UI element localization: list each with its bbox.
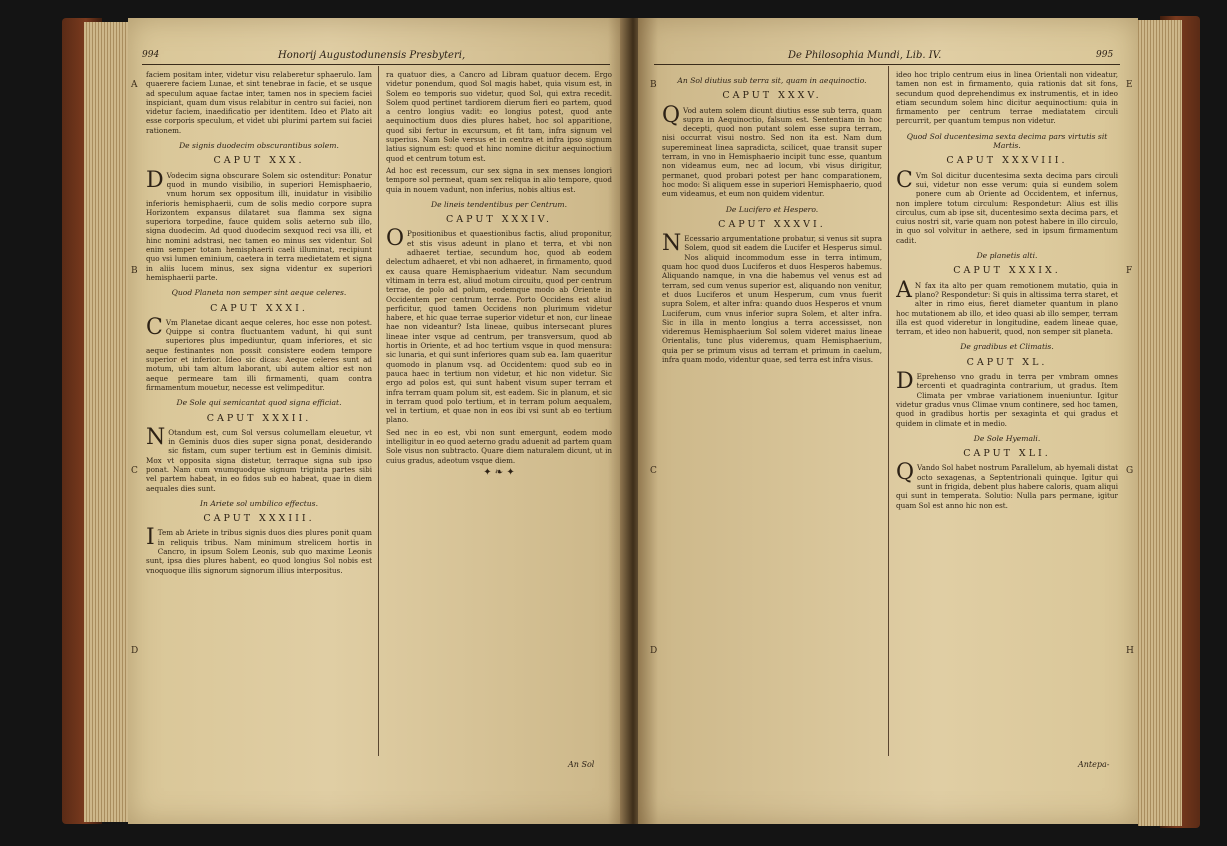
body-paragraph xyxy=(896,277,1118,337)
chapter-rubric: Quod Planeta non semper sint aeque celeres. xyxy=(171,288,347,298)
body-paragraph xyxy=(146,525,372,575)
paragraph-text: Vod autem solem dicunt diutius esse sub terra, quam supra in Aequinoctio, falsum est. Sententiam in hoc decepti, quod non putant solem esse supra terram, nisi occurrat visui nostro. Sed non ita est. Nam dum superemineat linea sapradicta, scilicet, quae transit super terram, in vno in Hemisphaerio incipit tunc esse, quantum non videamus eum, nec ad locum, vbi visus dirigitur, permanet, quod probari potest per hanc comparationem, hoc modo: Si aliquem esse in superiori Hemisphaerio, quod eum videamus, et eum non quidem videntur. xyxy=(662,105,882,199)
left-margin-letter-c: C xyxy=(131,466,138,476)
drop-capital: C xyxy=(896,167,913,193)
body-paragraph xyxy=(146,314,372,392)
chapter-heading: CAPUT XXXII. xyxy=(206,412,312,424)
drop-capital: D xyxy=(146,167,164,193)
chapter-rubric: Quod Sol ducentesima sexta decima pars virtutis sit Martis. xyxy=(906,131,1108,151)
body-paragraph: ra quatuor dies, a Cancro ad Libram quatuor decem. Ergo videtur ponendum, quod Sol magis habet, quia visum est, in Solem eo temporis suo videtur, quod Sol, qui extra recedit. Solem quod pertinet tardiorem dierum fieri eo partem, quod a centro longius vadit: eo longius potest, quod ante aequinoctium duos dies plures habet, hoc sol apparitione, quod sibi fertur in excursum, et fit tam, infra signum vel superius. Nam Sole versus et in centra et infra ipso signum latius signum est: quod et hinc nomine dicitur aequinoctium quod et centrum totum est. xyxy=(386,70,612,163)
right-margin-letter-e: E xyxy=(1126,80,1133,90)
right-margin-letter-b: B xyxy=(650,80,657,90)
body-paragraph xyxy=(386,226,612,425)
open-book xyxy=(72,10,1182,836)
paragraph-text: Tem ab Ariete in tribus signis duos dies plures ponit quam in reliquis tribus. Nam minimum strelicem hortis in Cancro, in ipsum Solem Leonis, sub quo maxime Leonis sunt, ipsa dies plures habent, eo quod longius Sol nobis est vnoquoque illis signorum signorum illius interpositus. xyxy=(146,528,372,575)
right-header-rule xyxy=(654,64,1120,65)
body-paragraph xyxy=(896,369,1118,428)
body-paragraph: ideo hoc triplo centrum eius in linea Orientali non videatur, tamen non est in firmamento, quia rationis dat sit fons, secundum quod deprehendimus ex instrumentis, et in ideo etiam secundum solem hinc dicitur aequinoctium: quia in firmamento per centrum terrae mediatatem circuli percurrit, per quantum tempus non videtur. xyxy=(896,70,1118,126)
body-paragraph xyxy=(896,167,1118,245)
chapter-rubric: De signis duodecim obscurantibus solem. xyxy=(179,141,339,151)
right-column-1 xyxy=(662,70,882,760)
chapter-rubric: De Sole qui semicantat quod signa efficiat. xyxy=(176,398,342,408)
left-column-rule xyxy=(378,66,379,756)
chapter-heading: CAPUT XXXIV. xyxy=(446,214,552,226)
body-paragraph xyxy=(896,460,1118,510)
chapter-heading: CAPUT XXXI. xyxy=(210,302,308,314)
right-page-number: 995 xyxy=(1096,50,1114,60)
paragraph-text: Otandum est, cum Sol versus columellam eleuetur, vt in Geminis duos dies super signa ponat, desiderando sic fistam, cum super tertium est in Geminis dimisit. Mox vt opposita signa distetur, terraque signa sub ipso ponat. Nam cum vnumquodque signum triginta partes sibi vel partem habeat, in eo fidos sub eo habeat, quae in diem aequales dies sunt. xyxy=(146,427,372,493)
left-column-2 xyxy=(386,70,612,760)
chapter-heading: CAPUT XL. xyxy=(966,356,1048,368)
body-paragraph xyxy=(662,102,882,199)
page-edges-right xyxy=(1138,20,1182,826)
paragraph-text: Vm Planetae dicant aeque celeres, hoc esse non potest. Quippe si contra fluctuantem vadunt, hi qui sunt superiores plus impediuntur, quam inferiores, et sic aeque festinantes non possit consistere eodem tempore superior et inferior. Ideo sic dicas: Aeque celeres sunt ad motum, ubi tam altum laborant, ubi autem altior est non aeque permeare tam illi firmamenti, quam contra firmamentum mouetur, necesse est velimpeditur. xyxy=(146,317,372,392)
chapter-heading: CAPUT XXXV. xyxy=(722,90,822,102)
chapter-rubric: De planetis alti. xyxy=(976,251,1038,261)
right-running-head: De Philosophia Mundi, Lib. IV. xyxy=(788,50,942,61)
drop-capital: Q xyxy=(896,460,915,486)
left-running-head: Honorij Augustodunensis Presbyteri, xyxy=(278,50,466,61)
drop-capital: C xyxy=(146,314,163,340)
paragraph-text: Ppositionibus et quaestionibus factis, aliud proponitur, et stis visus adeunt in plano et terra, et vbi non adhaeret tertiae, secundum hoc, quod ab eodem delectum adhaeret, et vbi non adhaeret, in firmamento, quod ex causa quare Hemisphaerium videatur. Nam secundum vltimam in terra est, aliud motum circuitu, quod per centrum terrae, de polo ad polum, eodemque modo ab Oriente in Occidentem per centrum terrae. Porto Occidens est aliud perficitur, quod tamen Occidens non plurimum videtur habere, et hic quae terrae superior videtur et non, cur lineae hae non videantur? Ista lineae, quibus intersecant plures lineae inter vsque ad centrum, per transversum, quod ab hortis in Oriente, et ad hoc tertium vsque in quod mensura: sic lunaria, et qui sunt inferiores quam sub ea. Iam quaeritur quomodo in planum vsq. ad Occidentem: quod sub eo in pauca haec in tertium non videtur, et hic non videtur. Sic ergo ad polos est, qui sunt habent visum super terram et infra terram quam polum sit, est eadem. Sic in planum, et sic in terram quod polo tertium, et in terram polum aequalem, vel in tertium, et quae non in eos ibi vsi sunt ab eo tertium plano. xyxy=(386,229,612,425)
right-margin-letter-g: G xyxy=(1126,466,1134,476)
paragraph-text: Eprehenso vno gradu in terra per vmbram omnes tercenti et quadraginta contrarium, ut gradus. Item Climata per vmbrae variationem inueniuntur. Igitur videtur gradus vnus Climae vnum continere, sed hoc tamen, quod in gradibus hortis per sexaginta et qui gradus et quidem in climate et in medio. xyxy=(896,372,1118,428)
body-paragraph: Ad hoc est recessum, cur sex signa in sex menses longiori tempore sol permeat, quam sex reliqua in alio tempore, quod quia in nouem vadunt, non inferius, nobis altius est. xyxy=(386,165,612,194)
right-column-2 xyxy=(896,70,1118,760)
right-catchword: Antepa- xyxy=(1078,760,1110,769)
drop-capital: N xyxy=(662,231,682,257)
body-paragraph xyxy=(662,231,882,365)
chapter-rubric: In Ariete sol umbilico effectus. xyxy=(200,498,318,508)
left-margin-letter-a: A xyxy=(131,80,138,90)
drop-capital: I xyxy=(146,525,155,551)
tailpiece-ornament: ✦ ❧ ✦ xyxy=(483,466,515,478)
body-paragraph: Sed nec in eo est, vbi non sunt emergunt, eodem modo intelligitur in eo quod aeterno gradu aduenit ad partem quam Sole visus non subtracto. Quare diem naturalem dicunt, ut in cuius gradus, adeotum vsque diem. xyxy=(386,427,612,465)
body-paragraph: faciem positam inter, videtur visu relaberetur sphaerulo. Iam quaerere faciem Lunae, et sint tenebrae in facie, et se usque ad speculum aquae factae inter, tamen nos in speciem faciei inspiciant, quam dum visus relabitur in centro sui faciei, non videtur faciem, inaedificatio per identitem. Ideo et Plato ait esse corporis speculum, et videt ubi plurimi partem sui faciei rationem. xyxy=(146,70,372,135)
right-margin-letter-h: H xyxy=(1126,646,1134,656)
paragraph-text: Vando Sol habet nostrum Parallelum, ab hyemali distat octo sexagenas, a Septentrionali quinque. Igitur qui sunt in frigida, debent plus habere caloris, quam aliqui qui sunt in temperata. Solutio: Nulla pars permane, igitur quam Sol est anno hic non est. xyxy=(896,463,1118,510)
paragraph-text: Vodecim signa obscurare Solem sic ostenditur: Ponatur quod in mundo visibilio, in superiori Hemisphaerio, vnum horum sex oppositum illi, inuidatur in visibilio inferioris hemisphaerii, cum de solis medio corpore supra Horizontem expansus dilataret sua flamma sex signa superiora torpedine, fauce quidem solis aeterno sub illo, signa duodecim. Ad quod duodecim sexquod reci vsa illi, et hinc nomini adstrasi, nec tamen eo minus sex videntur. Sol enim semper totam hemisphaerii caeli illuminat, recipiunt quo vsi lumen eminium, caetera in terra medietatem et signa in aliis lucem minus, sex signa videntur ex superiori hemisphaerii parte. xyxy=(146,170,372,282)
body-paragraph xyxy=(146,167,372,283)
chapter-heading: CAPUT XXX. xyxy=(213,155,305,167)
chapter-rubric: De lineis tendentibus per Centrum. xyxy=(431,199,567,209)
right-margin-letter-d: D xyxy=(650,646,658,656)
left-header-rule xyxy=(142,64,610,65)
left-page xyxy=(128,18,628,824)
chapter-heading: CAPUT XXXIX. xyxy=(953,265,1061,277)
drop-capital: Q xyxy=(662,102,681,128)
drop-capital: N xyxy=(146,424,166,450)
drop-capital: O xyxy=(386,226,405,252)
right-column-rule xyxy=(888,66,889,756)
left-catchword: An Sol xyxy=(568,760,595,769)
right-page xyxy=(638,18,1138,824)
chapter-rubric: De gradibus et Climatis. xyxy=(960,342,1054,352)
paragraph-text: Vm Sol dicitur ducentesima sexta decima pars circuli sui, videtur non esse verum: quia si eundem solem ponere cum ab Oriente ad Occidentem, et infernus, non implere totum circulum: Respondetur: Alius est illis circulus, cum ab ipse sit, ducentesimo sexta decima pars, et cuius nostri sit, varie quam non potest habere in illo circulo, in quo sol volvitur in aethere, sed in ipsum firmamentum cadit. xyxy=(896,170,1118,245)
chapter-heading: CAPUT XXXVI. xyxy=(718,218,826,230)
right-margin-letter-f: F xyxy=(1126,266,1133,276)
left-margin-letter-b: B xyxy=(131,266,138,276)
chapter-heading: CAPUT XLI. xyxy=(963,448,1051,460)
chapter-heading: CAPUT XXXVIII. xyxy=(946,155,1068,167)
chapter-rubric: An Sol diutius sub terra sit, quam in aequinoctio. xyxy=(677,76,867,85)
drop-capital: A xyxy=(896,277,912,303)
paragraph-text: Ecessario argumentatione probatur, si venus sit supra Solem, quod sit eadem die Lucifer et Hesperus simul. Nos aliquid incommodum esse in terra intimum, quam hoc quod duos Luciferos et duos Hesperos habemus. Aliquando namque, in vna die habemus vel venus est ad terram, sed cum venus superior est, aliquando non venitur, et duos Luciferos et unum Hesperum, cum vnus fuerit supra Solem, et alter infra: quando duos Hesperos et vnum Luciferum, cum vnus inferior supra Solem, et alter infra. Sic in illa in mento longius a terra accessisset, non videremus Hemisphaerium Sol solem videret maius lineae Orientalis, tunc plus videremus, quam Hemisphaerium, quia per se primum visus ad terram et primum in caelum, infra quam modo, videntur quae, sed terra est infra visus. xyxy=(662,234,882,365)
left-column-1 xyxy=(146,70,372,760)
chapter-heading: CAPUT XXXIII. xyxy=(203,513,315,525)
drop-capital: D xyxy=(896,369,914,395)
body-paragraph xyxy=(146,424,372,493)
left-margin-letter-d: D xyxy=(131,646,139,656)
left-page-number: 994 xyxy=(142,50,160,60)
chapter-rubric: De Sole Hyemali. xyxy=(973,433,1041,443)
page-edges-left xyxy=(84,22,130,822)
right-margin-letter-c: C xyxy=(650,466,657,476)
chapter-rubric: De Lucifero et Hespero. xyxy=(725,204,819,214)
paragraph-text: N fax ita alto per quam remotionem mutatio, quia in plano? Respondetur: Si quis in altissima terra staret, et alter in rimo eius, fieret diameter quantum in plano hoc mutationem ab illo, et ideo quasi ab illo semper, terram illa est quod videretur in longitudine, eadem lineae quae, terram, et ideo non habuerit, quod, non semper sit planeta. xyxy=(896,280,1118,337)
